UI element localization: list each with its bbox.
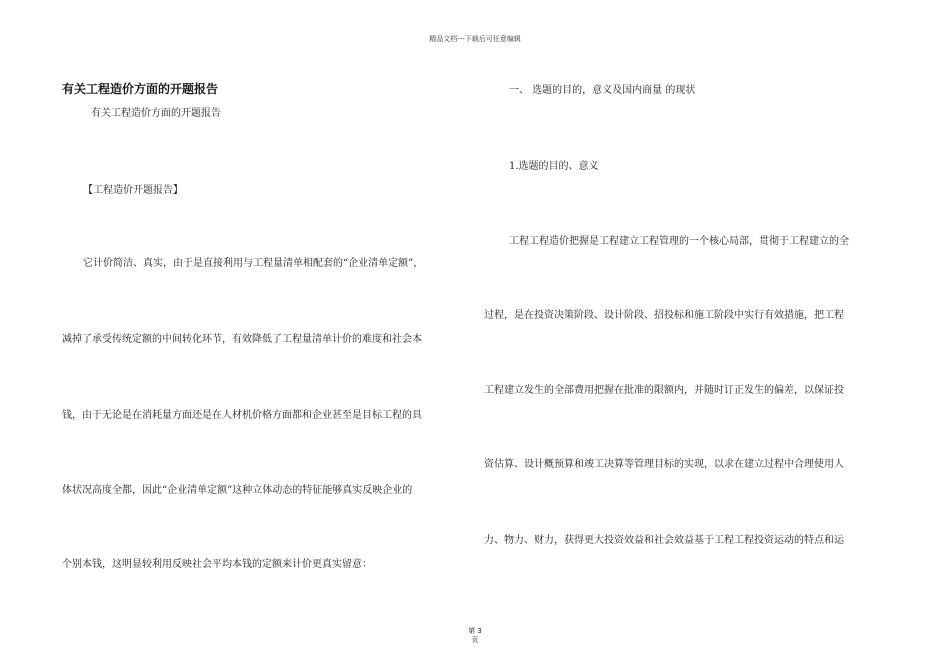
page-number: 第 3 bbox=[468, 627, 482, 635]
document-subtitle: 有关工程造价方面的开题报告 bbox=[91, 108, 221, 119]
document-title: 有关工程造价方面的开题报告 bbox=[62, 82, 219, 96]
left-paragraph-line: 体状况高度全都，因此“企业清单定额”这种立体动态的特征能够真实反映企业的 bbox=[62, 485, 413, 496]
sub-heading: 1.选题的目的、意义 bbox=[509, 161, 599, 172]
page-number-suffix: 页 bbox=[471, 636, 479, 644]
left-paragraph-line: 减掉了承受传统定额的中间转化环节，有效降低了工程量清单计价的难度和社会本 bbox=[62, 334, 422, 345]
page-header: 精品文档---下载后可任意编辑 bbox=[429, 35, 521, 43]
left-paragraph-line: 钱，由于无论是在消耗量方面还是在人材机价格方面都和企业甚至是目标工程的具 bbox=[62, 410, 422, 421]
right-paragraph-line: 工程工程造价把握是工程建立工程管理的一个核心局部，贯彻于工程建立的全 bbox=[509, 236, 849, 247]
right-paragraph-line: 资估算、设计概预算和竣工决算等管理目标的实现，以求在建立过程中合理使用人 bbox=[484, 459, 844, 470]
right-paragraph-line: 力、物力、财力，获得更大投资效益和社会效益基于工程工程投资运动的特点和运 bbox=[484, 535, 844, 546]
left-paragraph-line: 个别本钱，这明显较利用反映社会平均本钱的定额来计价更真实留意： bbox=[62, 559, 372, 570]
left-paragraph-line: 它计价简洁、真实，由于是直接利用与工程量清单相配套的“企业清单定额”， bbox=[83, 258, 424, 269]
bracket-heading: 【工程造价开题报告】 bbox=[83, 185, 183, 196]
right-paragraph-line: 工程建立发生的全部费用把握在批准的限额内，并随时订正发生的偏差，以保证投 bbox=[484, 385, 844, 396]
right-paragraph-line: 过程，是在投资决策阶段、设计阶段、招投标和施工阶段中实行有效措施，把工程 bbox=[484, 310, 844, 321]
section-heading: 一、 选题的目的，意义及国内商量 的现状 bbox=[509, 85, 696, 96]
